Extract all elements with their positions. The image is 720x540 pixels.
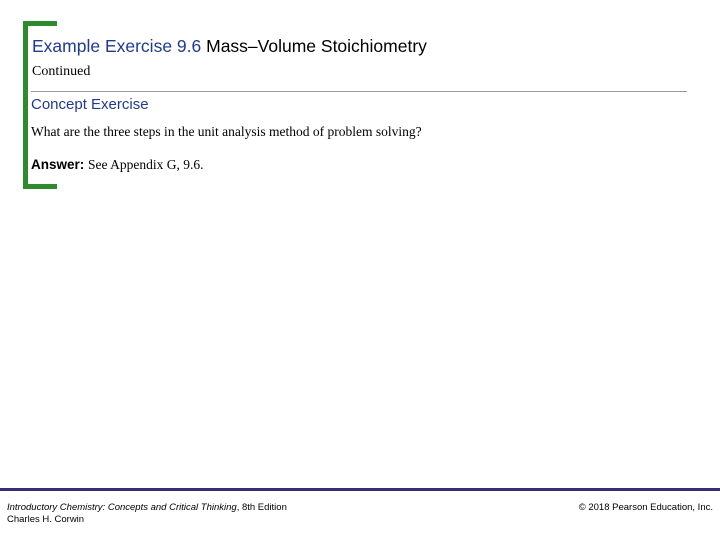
answer-label: Answer:	[31, 157, 85, 172]
answer-text: See Appendix G, 9.6.	[88, 157, 204, 172]
footer-copyright: © 2018 Pearson Education, Inc.	[578, 502, 713, 513]
title-exercise-number: Example Exercise 9.6	[32, 36, 202, 56]
concept-question: What are the three steps in the unit analysis method of problem solving?	[31, 124, 422, 139]
footer-book-title: Introductory Chemistry: Concepts and Critical Thinking	[7, 502, 237, 513]
footer-citation	[7, 502, 287, 526]
section-divider	[31, 91, 687, 92]
answer-line	[31, 157, 204, 173]
page-title	[32, 36, 427, 57]
footer-edition: , 8th Edition	[236, 502, 287, 513]
footer-divider	[0, 488, 720, 491]
concept-exercise-heading: Concept Exercise	[31, 96, 149, 113]
subtitle-continued: Continued	[32, 64, 91, 79]
title-topic: Mass–Volume Stoichiometry	[206, 36, 427, 56]
footer-author: Charles H. Corwin	[7, 514, 85, 525]
